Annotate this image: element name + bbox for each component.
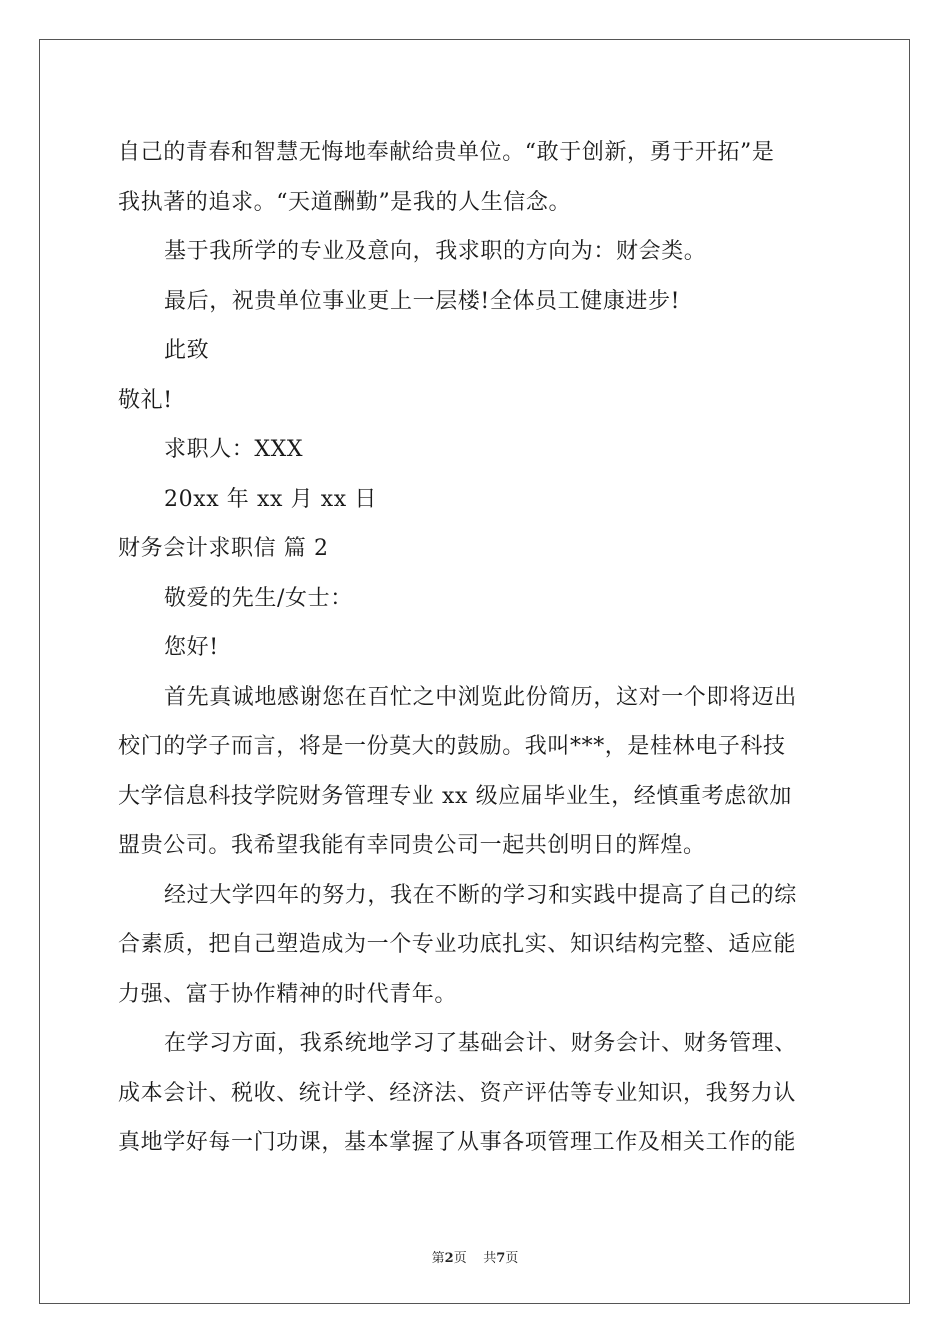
- page-suffix: 页: [453, 1251, 467, 1266]
- closing-line: 此致: [164, 338, 210, 363]
- paragraph-line: 大学信息科技学院财务管理专业 xx 级应届毕业生，经慎重考虑欲加: [118, 783, 793, 809]
- paragraph-line: 在学习方面，我系统地学习了基础会计、财务会计、财务管理、: [164, 1031, 797, 1056]
- paragraph-line: 盟贵公司。我希望我能有幸同贵公司一起共创明日的辉煌。: [118, 833, 706, 858]
- document-body: [118, 128, 833, 1168]
- page-footer: [0, 1247, 950, 1266]
- page-number: 2: [444, 1251, 454, 1266]
- paragraph-line: 真地学好每一门功课，基本掌握了从事各项管理工作及相关工作的能: [118, 1130, 797, 1155]
- paragraph-line: 基于我所学的专业及意向，我求职的方向为：财会类。: [164, 239, 707, 264]
- greeting-line: 敬爱的先生/女士：: [164, 585, 353, 611]
- paragraph-line: 成本会计、税收、统计学、经济法、资产评估等专业知识，我努力认: [118, 1080, 797, 1106]
- paragraph-line: 最后，祝贵单位事业更上一层楼!全体员工健康进步!: [164, 288, 681, 314]
- paragraph-line: 力强、富于协作精神的时代青年。: [118, 981, 458, 1007]
- signature-line: 求职人：XXX: [164, 437, 304, 462]
- greeting-line: 您好!: [164, 635, 219, 660]
- paragraph-line: 经过大学四年的努力，我在不断的学习和实践中提高了自己的综: [164, 882, 797, 908]
- page-prefix: 第: [431, 1251, 445, 1266]
- date-line: 20xx 年 xx 月 xx 日: [164, 486, 378, 512]
- total-prefix: 共: [483, 1251, 497, 1266]
- paragraph-line: 自己的青春和智慧无悔地奉献给贵单位。“敢于创新，勇于开拓”是: [118, 140, 775, 165]
- salutation-line: 敬礼!: [118, 387, 173, 413]
- section-heading: 财务会计求职信 篇 2: [118, 536, 329, 561]
- paragraph-line: 合素质，把自己塑造成为一个专业功底扎实、知识结构完整、适应能: [118, 932, 797, 957]
- total-pages: 7: [496, 1251, 506, 1266]
- paragraph-line: 我执著的追求。“天道酬勤”是我的人生信念。: [118, 189, 572, 215]
- total-suffix: 页: [505, 1251, 519, 1266]
- paragraph-line: 首先真诚地感谢您在百忙之中浏览此份简历，这对一个即将迈出: [164, 684, 797, 710]
- paragraph-line: 校门的学子而言，将是一份莫大的鼓励。我叫***，是桂林电子科技: [118, 734, 786, 759]
